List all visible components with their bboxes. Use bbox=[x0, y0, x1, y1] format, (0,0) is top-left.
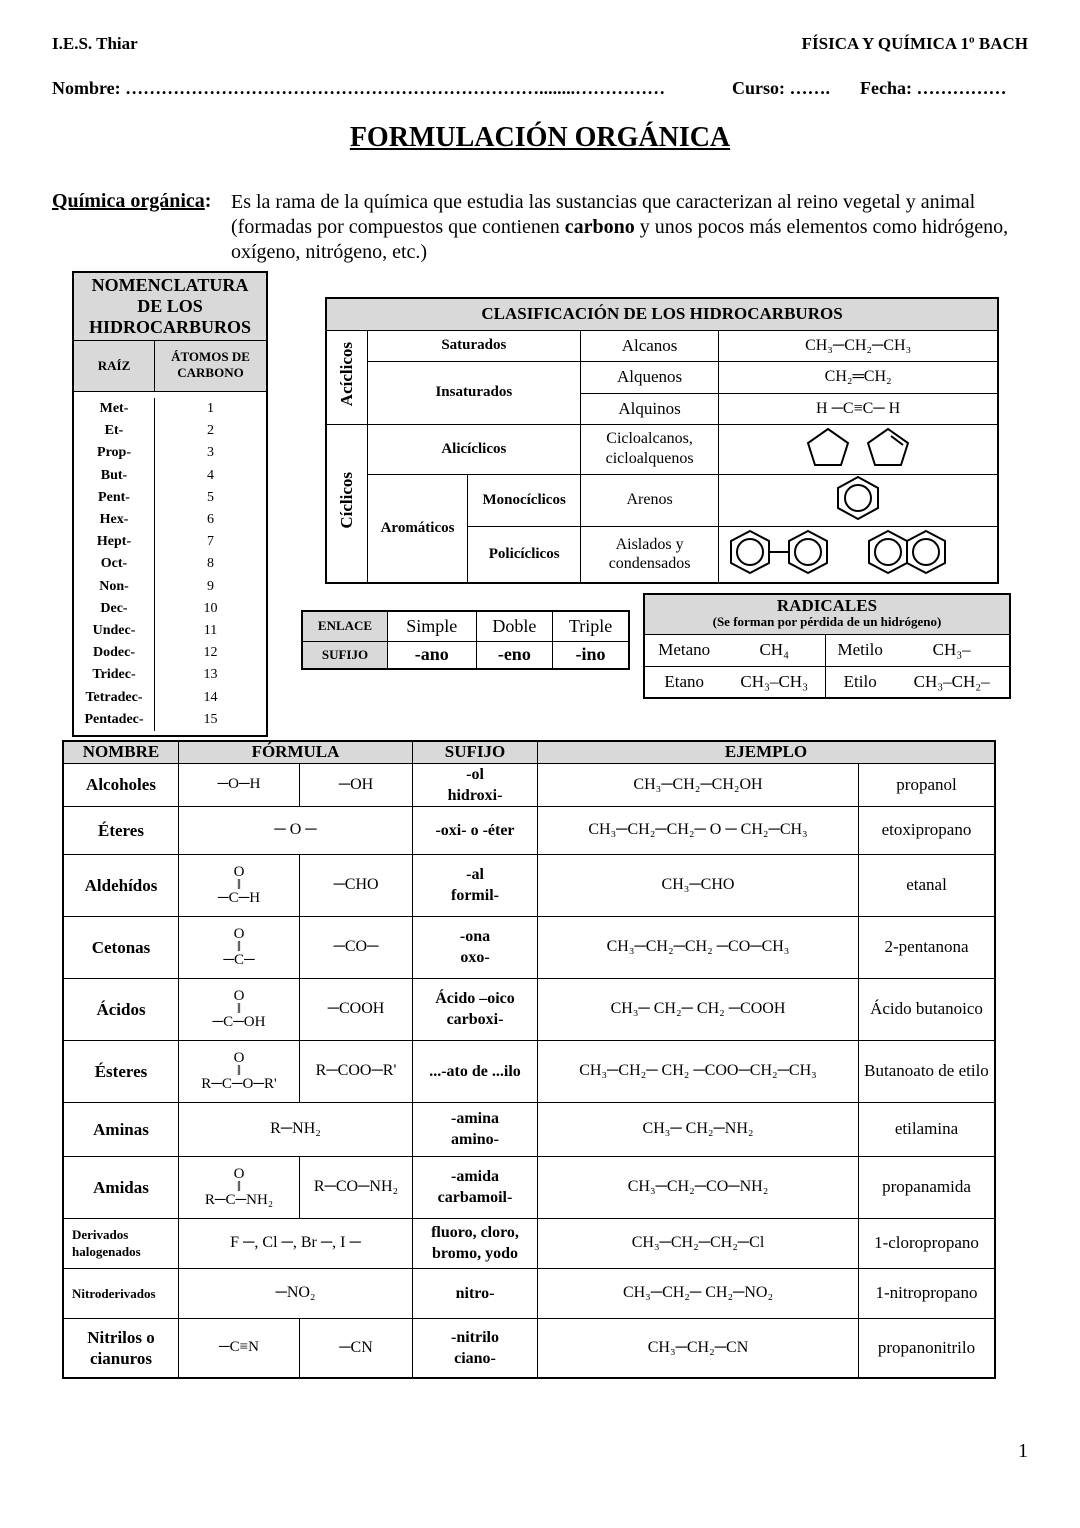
intro-term bbox=[52, 190, 211, 213]
benzene-icon bbox=[833, 475, 883, 521]
sufijo-eno: -eno bbox=[476, 641, 553, 669]
intro-definition bbox=[231, 190, 1021, 265]
saturados-label: Saturados bbox=[367, 330, 580, 361]
table-row bbox=[63, 1102, 995, 1156]
nomenclatura-root: Dec- bbox=[100, 600, 128, 616]
group-suffix: Ácido –oico carboxi- bbox=[413, 978, 538, 1040]
radical-cell: CH₃– bbox=[894, 634, 1010, 666]
group-example-name: 2-pentanona bbox=[859, 916, 996, 978]
benzene-structure bbox=[719, 474, 998, 526]
group-name: Aldehídos bbox=[63, 854, 179, 916]
cyclo-structures bbox=[719, 424, 998, 474]
sufijo-label: SUFIJO bbox=[302, 641, 388, 669]
group-example: CH₃─CH₂─CH₂ ─CO─CH₃ bbox=[538, 916, 859, 978]
group-example: CH₃─CH₂─CN bbox=[538, 1318, 859, 1378]
nomenclatura-root: Met- bbox=[99, 401, 129, 416]
enlace-triple: Triple bbox=[553, 611, 629, 641]
intro-text1: Es la rama de la química que estudia las sustancias que caracterizan al reino vegetal y animal (formadas por compuestos que contienen bbox=[231, 191, 976, 238]
group-name: Cetonas bbox=[63, 916, 179, 978]
nomenclatura-atoms: 13 bbox=[203, 667, 218, 683]
group-name: Alcoholes bbox=[63, 763, 179, 806]
radicales-title: RADICALES bbox=[776, 596, 878, 616]
school-name: I.E.S. Thiar bbox=[52, 34, 138, 53]
nomenclatura-atoms: 14 bbox=[203, 689, 218, 705]
group-formula-condensed: ─CN bbox=[300, 1318, 413, 1378]
group-example-name: etanal bbox=[859, 854, 996, 916]
group-example-name: etoxipropano bbox=[859, 806, 996, 854]
table-row bbox=[63, 978, 995, 1040]
nomenclatura-atoms: 2 bbox=[207, 423, 214, 439]
header-sufijo: SUFIJO bbox=[413, 741, 538, 763]
alcano-formula: CH₃─CH₂─CH₃ bbox=[719, 330, 998, 361]
nomenclatura-table bbox=[72, 271, 268, 737]
table-row bbox=[63, 806, 995, 854]
radical-cell: Etilo bbox=[826, 666, 895, 698]
alqueno-formula: CH₂═CH₂ bbox=[719, 361, 998, 393]
nomenclatura-root: Prop- bbox=[97, 445, 131, 461]
group-formula: ─ O ─ bbox=[179, 806, 413, 854]
group-suffix: -nitrilo ciano- bbox=[413, 1318, 538, 1378]
clasificacion-title: CLASIFICACIÓN DE LOS HIDROCARBUROS bbox=[326, 298, 998, 330]
nomenclatura-root: Oct- bbox=[100, 556, 128, 572]
group-formula: ─C≡N bbox=[179, 1318, 300, 1378]
group-formula: ─O─H bbox=[179, 763, 300, 806]
group-formula: O ‖ ─C─OH bbox=[179, 978, 300, 1040]
group-formula-condensed: ─CO─ bbox=[300, 916, 413, 978]
alcanos-label: Alcanos bbox=[580, 330, 718, 361]
group-formula: O ‖ ─C─ bbox=[179, 916, 300, 978]
group-suffix: -ol hidroxi- bbox=[413, 763, 538, 806]
sufijo-ino: -ino bbox=[553, 641, 629, 669]
group-example: CH₃─ CH₂─ CH₂ ─COOH bbox=[538, 978, 859, 1040]
nomenclatura-atoms: 4 bbox=[207, 467, 214, 483]
enlace-label: ENLACE bbox=[302, 611, 388, 641]
nomenclatura-atoms: 10 bbox=[203, 600, 218, 616]
nomenclatura-atoms: 9 bbox=[207, 578, 214, 594]
group-suffix: -oxi- o -éter bbox=[413, 806, 538, 854]
aislados-label: Aislados y condensados bbox=[580, 526, 718, 583]
nomenclatura-atoms: 6 bbox=[207, 512, 214, 528]
nomenclatura-root: Tetradec- bbox=[85, 689, 143, 705]
header-formula: FÓRMULA bbox=[179, 741, 413, 763]
table-row bbox=[63, 916, 995, 978]
group-example-name: etilamina bbox=[859, 1102, 996, 1156]
ciclicos-label: Cíclicos bbox=[336, 472, 356, 529]
group-name: Aminas bbox=[63, 1102, 179, 1156]
intro-term-text: Química orgánica bbox=[52, 190, 205, 212]
group-formula-condensed: ─CHO bbox=[300, 854, 413, 916]
group-name: Nitroderivados bbox=[63, 1268, 179, 1318]
nomenclatura-atoms: 7 bbox=[207, 534, 214, 550]
radicales-header bbox=[644, 594, 1010, 634]
nomenclatura-atoms: 12 bbox=[203, 645, 218, 661]
nomenclatura-root: Et- bbox=[104, 423, 124, 439]
group-example: CH₃─ CH₂─NH₂ bbox=[538, 1102, 859, 1156]
table-row bbox=[63, 1268, 995, 1318]
intro-colon: : bbox=[204, 190, 212, 212]
group-suffix: -amina amino- bbox=[413, 1102, 538, 1156]
intro-bold: carbono bbox=[564, 216, 635, 238]
page-number: 1 bbox=[1018, 1440, 1028, 1462]
page-title: FORMULACIÓN ORGÁNICA bbox=[349, 122, 731, 153]
group-formula-condensed: ─COOH bbox=[300, 978, 413, 1040]
aromaticos-label: Aromáticos bbox=[367, 474, 468, 583]
sufijo-ano: -ano bbox=[388, 641, 477, 669]
nomenclatura-root: Hept- bbox=[96, 534, 132, 550]
curso-field: Curso: ……. bbox=[732, 78, 830, 98]
group-suffix: ...-ato de ...ilo bbox=[413, 1040, 538, 1102]
table-row bbox=[63, 1318, 995, 1378]
group-formula: R─NH₂ bbox=[179, 1102, 413, 1156]
subject-label: FÍSICA Y QUÍMICA 1º BACH bbox=[801, 34, 1028, 53]
group-example-name: 1-cloropropano bbox=[859, 1218, 996, 1268]
group-example-name: propanamida bbox=[859, 1156, 996, 1218]
group-formula-condensed: R─CO─NH₂ bbox=[300, 1156, 413, 1218]
nomenclatura-atoms: 1 bbox=[207, 401, 214, 416]
monociclicos-label: Monocíclicos bbox=[468, 474, 581, 526]
header-nombre: NOMBRE bbox=[63, 741, 179, 763]
nomenclatura-root: Dodec- bbox=[93, 645, 135, 661]
alquino-formula: H ─C≡C─ H bbox=[719, 393, 998, 424]
nomenclatura-atoms: 15 bbox=[203, 711, 218, 727]
group-example-name: 1-nitropropano bbox=[859, 1268, 996, 1318]
group-suffix: -amida carbamoil- bbox=[413, 1156, 538, 1218]
group-name: Derivados halogenados bbox=[63, 1218, 179, 1268]
radicales-subtitle: (Se forman por pérdida de un hidrógeno) bbox=[712, 614, 942, 630]
aciclicos-label: Acíclicos bbox=[336, 342, 356, 407]
nombre-field: Nombre: ……………………………………………………………........…………… bbox=[52, 78, 666, 98]
group-suffix: -ona oxo- bbox=[413, 916, 538, 978]
enlace-simple: Simple bbox=[388, 611, 477, 641]
nomenclatura-root: Hex- bbox=[99, 512, 129, 528]
table-row bbox=[63, 854, 995, 916]
cyclopentane-icon bbox=[788, 425, 928, 469]
group-name: Amidas bbox=[63, 1156, 179, 1218]
group-example: CH₃─CHO bbox=[538, 854, 859, 916]
nomenclatura-atoms: 8 bbox=[207, 556, 214, 572]
nomenclatura-atoms: 11 bbox=[203, 623, 218, 639]
group-suffix: -al formil- bbox=[413, 854, 538, 916]
group-name: Nitrilos o cianuros bbox=[63, 1318, 179, 1378]
biphenyl-naphthalene-icon bbox=[728, 527, 988, 577]
group-example-name: Butanoato de etilo bbox=[859, 1040, 996, 1102]
radical-cell: CH₄ bbox=[723, 634, 825, 666]
group-example-name: Ácido butanoico bbox=[859, 978, 996, 1040]
funcional-table bbox=[62, 740, 996, 1379]
radical-cell: CH₃–CH₂– bbox=[894, 666, 1010, 698]
nomenclatura-atoms: 5 bbox=[207, 489, 214, 505]
group-example: CH₃─CH₂─ CH₂ ─COO─CH₂─CH₃ bbox=[538, 1040, 859, 1102]
insaturados-label: Insaturados bbox=[367, 361, 580, 424]
group-suffix: fluoro, cloro, bromo, yodo bbox=[413, 1218, 538, 1268]
polycyclic-structures bbox=[719, 526, 998, 583]
group-formula: O ‖ R─C─NH₂ bbox=[179, 1156, 300, 1218]
radical-cell: Metano bbox=[644, 634, 723, 666]
intro-text2: y unos pocos más elementos como hidrógeno, oxígeno, nitrógeno, etc.) bbox=[231, 216, 1009, 263]
radicales-table bbox=[643, 593, 1011, 699]
alquinos-label: Alquinos bbox=[580, 393, 718, 424]
nomenclatura-col-raiz: RAÍZ bbox=[74, 341, 155, 391]
aliciclicos-label: Alicíclicos bbox=[367, 424, 580, 474]
radical-cell: Metilo bbox=[826, 634, 895, 666]
fecha-field: Fecha: …………… bbox=[860, 78, 1007, 98]
group-name: Éteres bbox=[63, 806, 179, 854]
group-formula: F ─, Cl ─, Br ─, I ─ bbox=[179, 1218, 413, 1268]
group-example: CH₃─CH₂─CH₂─ O ─ CH₂─CH₃ bbox=[538, 806, 859, 854]
group-example: CH₃─CH₂─CH₂OH bbox=[538, 763, 859, 806]
nomenclatura-root: Tridec- bbox=[92, 667, 136, 683]
clasificacion-table bbox=[325, 297, 999, 584]
enlace-table bbox=[301, 610, 630, 670]
group-formula: O ‖ R─C─O─R' bbox=[179, 1040, 300, 1102]
policiclicos-label: Policíclicos bbox=[468, 526, 581, 583]
table-row bbox=[63, 1218, 995, 1268]
nomenclatura-atoms: 3 bbox=[207, 445, 214, 461]
table-row bbox=[63, 763, 995, 806]
nomenclatura-root: Non- bbox=[99, 578, 129, 594]
group-suffix: nitro- bbox=[413, 1268, 538, 1318]
enlace-doble: Doble bbox=[476, 611, 553, 641]
nomenclatura-root: Pent- bbox=[98, 489, 130, 505]
group-formula: ─NO₂ bbox=[179, 1268, 413, 1318]
group-example: CH₃─CH₂─CO─NH₂ bbox=[538, 1156, 859, 1218]
nomenclatura-root: Pentadec- bbox=[84, 711, 144, 727]
group-example-name: propanol bbox=[859, 763, 996, 806]
group-name: Ácidos bbox=[63, 978, 179, 1040]
alquenos-label: Alquenos bbox=[580, 361, 718, 393]
nomenclatura-col-atomos: ÁTOMOS DE CARBONO bbox=[171, 349, 250, 380]
group-formula-condensed: R─COO─R' bbox=[300, 1040, 413, 1102]
nomenclatura-title: NOMENCLATURA DE LOS HIDROCARBUROS bbox=[74, 273, 266, 341]
nomenclatura-root: But- bbox=[100, 467, 128, 483]
cicloalcanos-label: Cicloalcanos, cicloalquenos bbox=[580, 424, 718, 474]
group-formula: O ‖ ─C─H bbox=[179, 854, 300, 916]
radical-cell: Etano bbox=[644, 666, 723, 698]
group-example: CH₃─CH₂─ CH₂─NO₂ bbox=[538, 1268, 859, 1318]
arenos-label: Arenos bbox=[580, 474, 718, 526]
group-example-name: propanonitrilo bbox=[859, 1318, 996, 1378]
nomenclatura-root: Undec- bbox=[92, 623, 136, 639]
radical-cell: CH₃–CH₃ bbox=[723, 666, 825, 698]
table-row bbox=[63, 1040, 995, 1102]
table-row bbox=[63, 1156, 995, 1218]
header-ejemplo: EJEMPLO bbox=[538, 741, 996, 763]
group-formula-condensed: ─OH bbox=[300, 763, 413, 806]
group-name: Ésteres bbox=[63, 1040, 179, 1102]
group-example: CH₃─CH₂─CH₂─Cl bbox=[538, 1218, 859, 1268]
